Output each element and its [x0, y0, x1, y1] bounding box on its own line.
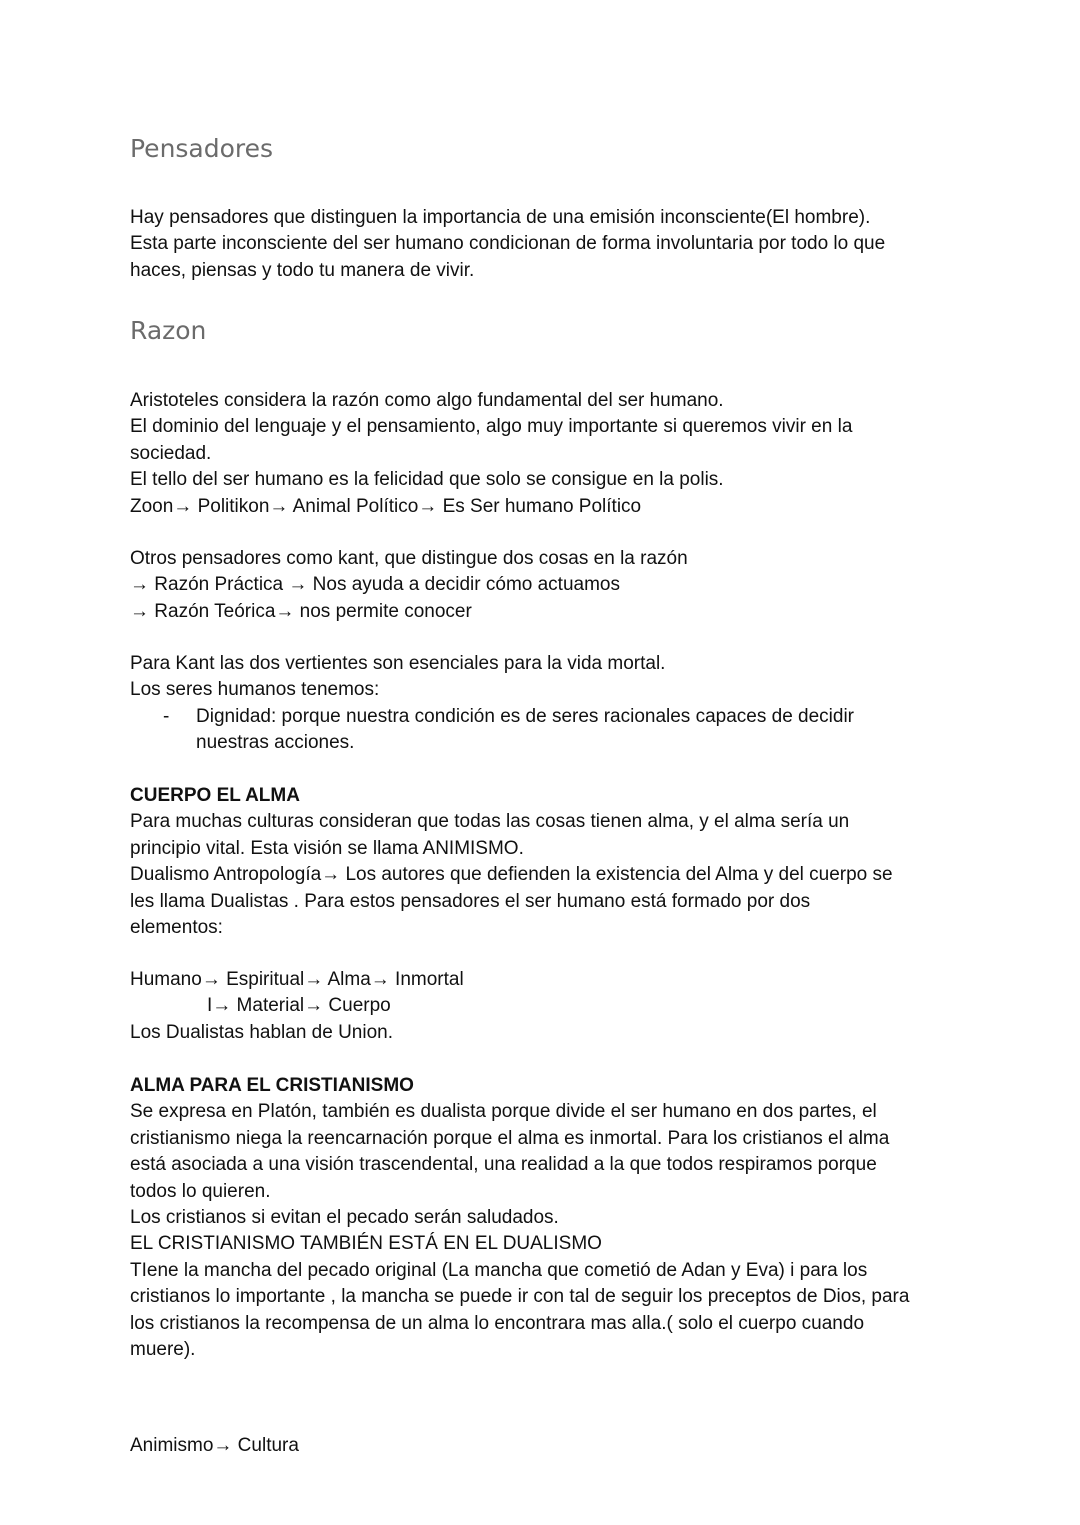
text-line: Otros pensadores como kant, que distingue dos cosas en la razón	[130, 548, 688, 569]
text-line: → Razón Práctica → Nos ayuda a decidir cómo actuamos	[130, 574, 620, 596]
paragraph-cuerpo-alma	[130, 783, 960, 941]
text-line: nuestras acciones.	[196, 732, 355, 754]
paragraph-alma-cristianismo	[130, 1073, 960, 1363]
text-line: cristianismo niega la reencarnación porque el alma es inmortal. Para los cristianos el alma	[130, 1127, 890, 1149]
text-line: les llama Dualistas . Para estos pensadores el ser humano está formado por dos	[130, 890, 811, 912]
text-line: El tello del ser humano es la felicidad que solo se consigue en la polis.	[130, 469, 724, 491]
text-line: Los seres humanos tenemos:	[130, 679, 380, 701]
subheading-cuerpo-alma: CUERPO EL ALMA	[130, 785, 300, 806]
text-line: Dualismo Antropología→ Los autores que defienden la existencia del Alma y del cuerpo se	[130, 864, 893, 886]
text-line: Zoon→ Politikon→ Animal Político→ Es Ser humano Político	[130, 495, 642, 517]
text-line: Los Dualistas hablan de Union.	[130, 1021, 394, 1043]
text-line: TIene la mancha del pecado original (La mancha que cometió de Adan y Eva) i para los	[130, 1259, 868, 1281]
paragraph-razon-conclusion	[130, 651, 960, 757]
paragraph-razon-aristoteles	[130, 388, 960, 520]
heading-razon: Razon	[130, 316, 207, 345]
heading-pensadores: Pensadores	[130, 134, 274, 163]
text-line: muere).	[130, 1339, 196, 1361]
text-line: elementos:	[130, 917, 223, 939]
text-line: → Razón Teórica→ nos permite conocer	[130, 600, 472, 622]
text-line: Aristoteles considera la razón como algo fundamental del ser humano.	[130, 390, 724, 411]
text-line: sociedad.	[130, 442, 212, 464]
footer-note	[130, 1433, 960, 1459]
text-line: Se expresa en Platón, también es dualista porque divide el ser humano en dos partes, el	[130, 1101, 877, 1123]
text-line: principio vital. Esta visión se llama ANIMISMO.	[130, 837, 524, 859]
text-line: Humano→ Espiritual→ Alma→ Inmortal	[130, 969, 464, 990]
text-line: I→ Material→ Cuerpo	[207, 995, 391, 1017]
paragraph-razon-kant	[130, 546, 960, 625]
text-line: todos lo quieren.	[130, 1180, 271, 1202]
text-line: Hay pensadores que distinguen la importancia de una emisión inconsciente(El hombre).	[130, 207, 871, 228]
text-line: Esta parte inconsciente del ser humano condicionan de forma involuntaria por todo lo que	[130, 233, 886, 255]
text-line: El dominio del lenguaje y el pensamiento, algo muy importante si queremos vivir en la	[130, 416, 853, 438]
text-line: Para muchas culturas consideran que todas las cosas tienen alma, y el alma sería un	[130, 811, 850, 833]
dualism-scheme	[130, 967, 960, 1046]
text-line: Animismo→ Cultura	[130, 1435, 299, 1456]
bullet-dash: -	[163, 705, 170, 727]
text-line: haces, piensas y todo tu manera de vivir.	[130, 259, 475, 281]
text-line: está asociada a una visión trascendental, una realidad a la que todos respiramos porque	[130, 1154, 877, 1176]
text-line: EL CRISTIANISMO TAMBIÉN ESTÁ EN EL DUALISMO	[130, 1233, 602, 1255]
text-line: Los cristianos si evitan el pecado serán saludados.	[130, 1207, 559, 1229]
text-line: los cristianos la recompensa de un alma lo encontrara mas alla.( solo el cuerpo cuando	[130, 1312, 865, 1334]
list-item-dignidad	[130, 704, 960, 757]
paragraph-pensadores	[130, 205, 960, 284]
text-line: cristianos lo importante , la mancha se puede ir con tal de seguir los preceptos de Dios, para	[130, 1286, 910, 1308]
text-line: Para Kant las dos vertientes son esenciales para la vida mortal.	[130, 653, 666, 674]
text-line: Dignidad: porque nuestra condición es de seres racionales capaces de decidir	[196, 705, 855, 727]
subheading-alma-cristianismo: ALMA PARA EL CRISTIANISMO	[130, 1075, 414, 1096]
